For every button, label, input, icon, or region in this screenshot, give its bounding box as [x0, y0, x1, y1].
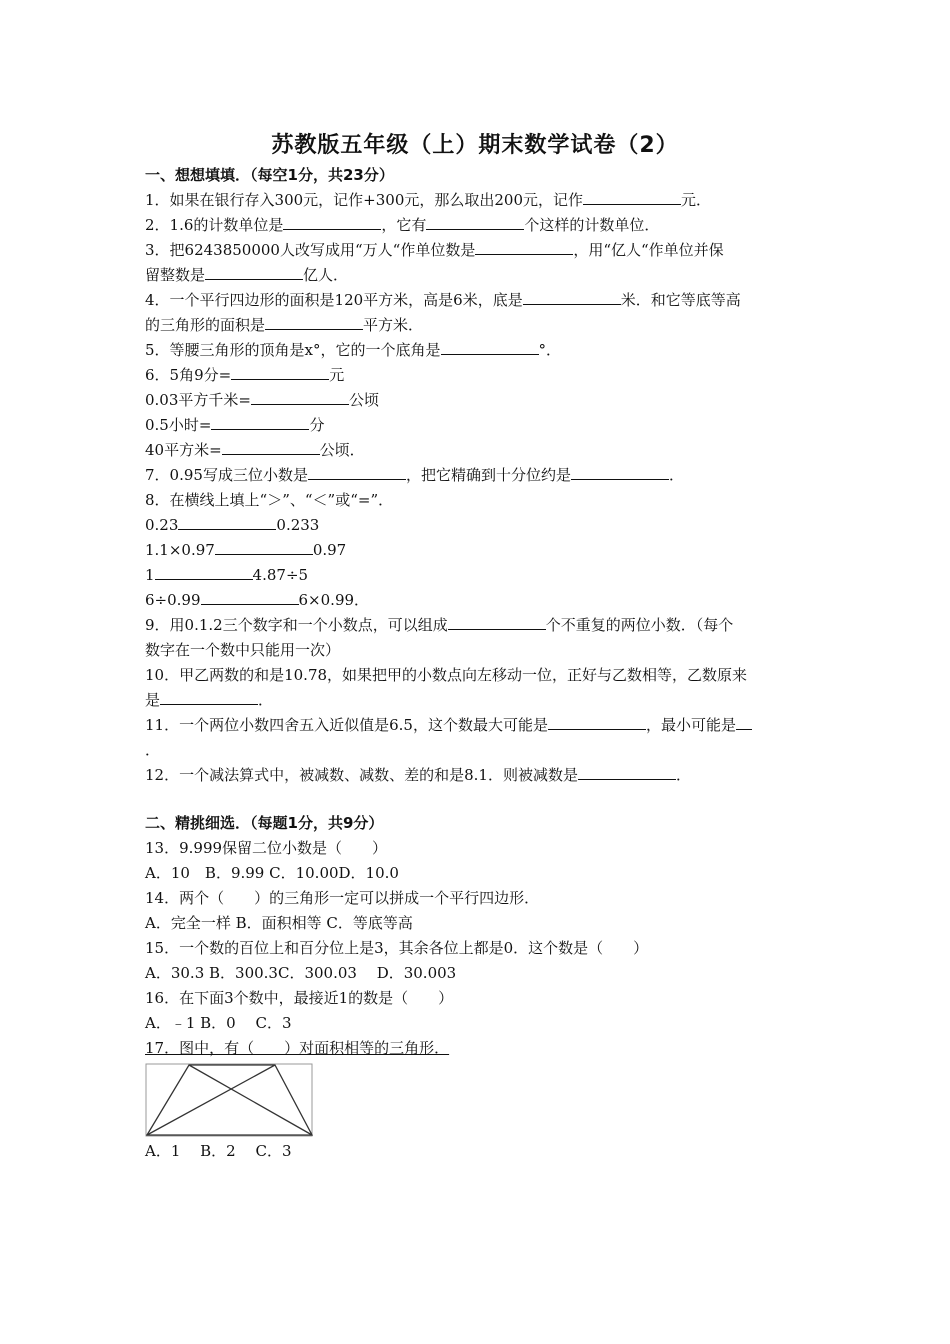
answer-blank[interactable]	[548, 713, 646, 730]
question-9: 9．用0.1.2三个数字和一个小数点，可以组成 个不重复的两位小数．（每个	[145, 613, 810, 638]
answer-blank[interactable]	[222, 438, 320, 455]
question-11-cont: ．	[145, 741, 161, 759]
question-13: 13．9.999保留二位小数是（ ）	[145, 839, 388, 857]
answer-blank[interactable]	[205, 263, 303, 280]
answer-blank[interactable]	[448, 613, 546, 630]
answer-blank[interactable]	[283, 213, 381, 230]
question-3: 3．把6243850000人改写成用“万人“作单位数是 ，用“亿人“作单位并保	[145, 238, 810, 263]
figure-frame	[146, 1064, 312, 1136]
answer-blank[interactable]	[308, 463, 406, 480]
section-heading-fill: 一、想想填填．（每空1分，共23分）	[145, 166, 394, 184]
answer-blank[interactable]	[583, 188, 681, 205]
answer-blank[interactable]	[578, 763, 676, 780]
answer-blank[interactable]	[441, 338, 539, 355]
question-6a: 6．5角9分= 元	[145, 363, 810, 388]
question-16-options: A．﹣1 B．0 C．3	[145, 1014, 292, 1032]
question-14: 14．两个（ ）的三角形一定可以拼成一个平行四边形．	[145, 889, 540, 907]
question-13-options: A．10 B．9.99 C．10.00D．10.0	[145, 864, 399, 882]
answer-blank[interactable]	[231, 363, 329, 380]
answer-blank[interactable]	[211, 413, 309, 430]
question-6b: 0.03平方千米= 公顷	[145, 388, 810, 413]
question-5: 5．等腰三角形的顶角是x°，它的一个底角是 °．	[145, 338, 810, 363]
answer-blank[interactable]	[155, 563, 253, 580]
question-8: 8．在横线上填上“＞”、“＜”或“=”．	[145, 491, 394, 509]
question-8a: 0.23 0.233	[145, 513, 810, 538]
question-8d: 6÷0.99 6×0.99．	[145, 588, 810, 613]
question-8c: 1 4.87÷5	[145, 563, 810, 588]
exam-content	[145, 163, 810, 1164]
question-3-cont: 留整数是 亿人．	[145, 263, 810, 288]
section-heading-choice: 二、精挑细选．（每题1分，共9分）	[145, 814, 384, 832]
answer-blank[interactable]	[736, 713, 752, 730]
question-17: 17．图中，有（ ）对面积相等的三角形．	[145, 1039, 450, 1057]
question-4: 4．一个平行四边形的面积是120平方米，高是6米，底是 米．和它等底等高	[145, 288, 810, 313]
answer-blank[interactable]	[160, 688, 258, 705]
answer-blank[interactable]	[178, 513, 276, 530]
answer-blank[interactable]	[523, 288, 621, 305]
answer-blank[interactable]	[201, 588, 299, 605]
answer-blank[interactable]	[215, 538, 313, 555]
answer-blank[interactable]	[426, 213, 524, 230]
question-9-cont: 数字在一个数中只能用一次）	[145, 641, 341, 659]
answer-blank[interactable]	[251, 388, 349, 405]
question-6d: 40平方米= 公顷．	[145, 438, 810, 463]
diagonal-2	[147, 1065, 275, 1135]
question-2: 2．1.6的计数单位是 ，它有 个这样的计数单位．	[145, 213, 810, 238]
question-12: 12．一个减法算式中，被减数、减数、差的和是8.1．则被减数是 ．	[145, 763, 810, 788]
question-11: 11．一个两位小数四舍五入近似值是6.5，这个数最大可能是 ，最小可能是	[145, 713, 810, 738]
answer-blank[interactable]	[571, 463, 669, 480]
trapezoid-figure	[145, 1063, 315, 1139]
question-16: 16．在下面3个数中，最接近1的数是（ ）	[145, 989, 454, 1007]
trapezoid-shape	[147, 1065, 312, 1135]
question-14-options: A．完全一样 B．面积相等 C．等底等高	[145, 914, 413, 932]
answer-blank[interactable]	[265, 313, 363, 330]
question-1: 1．如果在银行存入300元，记作+300元，那么取出200元，记作 元．	[145, 188, 810, 213]
page-title: 苏教版五年级（上）期末数学试卷（2）	[271, 133, 679, 158]
answer-blank[interactable]	[475, 238, 573, 255]
question-6c: 0.5小时= 分	[145, 413, 810, 438]
question-15-options: A．30.3 B．300.3C．300.03 D．30.003	[145, 964, 457, 982]
question-10: 10．甲乙两数的和是10.78，如果把甲的小数点向左移动一位，正好与乙数相等，乙数原来	[145, 666, 748, 684]
question-10-cont: 是 ．	[145, 688, 810, 713]
question-7: 7．0.95写成三位小数是 ，把它精确到十分位约是 ．	[145, 463, 810, 488]
question-15: 15．一个数的百位上和百分位上是3，其余各位上都是0．这个数是（ ）	[145, 939, 649, 957]
question-4-cont: 的三角形的面积是 平方米．	[145, 313, 810, 338]
question-17-options: A．1 B．2 C．3	[145, 1142, 292, 1160]
question-8b: 1.1×0.97 0.97	[145, 538, 810, 563]
